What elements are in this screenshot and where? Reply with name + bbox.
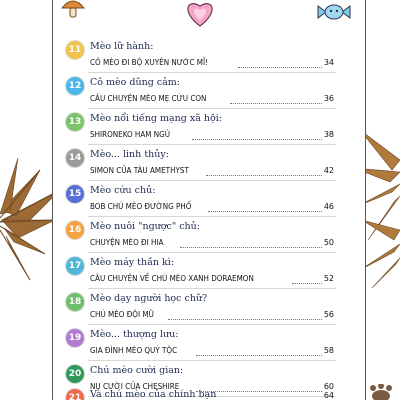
section-heading: Cô mèo dũng cảm:	[90, 77, 180, 88]
dot-leader	[168, 319, 322, 320]
chapter-number-badge: 11	[66, 41, 84, 59]
chapter-number-badge: 17	[66, 257, 84, 275]
toc-entry[interactable]	[0, 112, 400, 148]
page-number: 50	[323, 238, 334, 247]
section-heading: Mèo máy thần kì:	[90, 257, 175, 268]
toc-entry[interactable]	[0, 388, 400, 400]
page-number: 56	[323, 310, 334, 319]
section-heading: Mèo... thượng lưu:	[90, 329, 179, 340]
section-heading: Chú mèo cười gian:	[90, 365, 184, 376]
chapter-number-badge: 21	[66, 389, 84, 400]
section-heading: Mèo nuôi "ngược" chủ:	[90, 221, 200, 232]
separator-line	[88, 144, 336, 145]
page-number: 60	[323, 382, 334, 391]
separator-line	[88, 180, 336, 181]
chapter-title: CHUYỆN MÈO ĐI HIA	[90, 238, 164, 247]
separator-line	[88, 72, 336, 73]
separator-line	[88, 288, 336, 289]
section-heading: Mèo... linh thủy:	[90, 149, 169, 160]
dot-leader	[238, 67, 322, 68]
chapter-number-badge: 20	[66, 365, 84, 383]
section-heading: Và chú mèo của chính bạn	[90, 389, 217, 400]
cat-paw-decoration	[366, 384, 396, 400]
dot-leader	[206, 175, 322, 176]
mushroom-icon	[60, 0, 86, 18]
chapter-title: CÔ MÈO ĐI BỘ XUYÊN NƯỚC MĨ!	[90, 58, 209, 67]
dot-leader	[230, 103, 322, 104]
page-number: 38	[323, 130, 334, 139]
page-number: 64	[323, 391, 334, 400]
chapter-number-badge: 16	[66, 221, 84, 239]
chapter-title: CÂU CHUYỆN VỀ CHÚ MÈO XANH DORAEMON	[90, 274, 254, 283]
candy-icon	[316, 2, 352, 22]
dot-leader	[180, 247, 322, 248]
toc-entry[interactable]	[0, 292, 400, 328]
separator-line	[88, 108, 336, 109]
separator-line	[88, 324, 336, 325]
page-number: 52	[323, 274, 334, 283]
dot-leader	[192, 139, 322, 140]
section-heading: Mèo lữ hành:	[90, 41, 154, 52]
section-heading: Mèo nổi tiếng mạng xã hội:	[90, 113, 223, 124]
heart-icon	[185, 0, 215, 28]
chapter-number-badge: 18	[66, 293, 84, 311]
separator-line	[88, 360, 336, 361]
dot-leader	[196, 355, 322, 356]
chapter-number-badge: 12	[66, 77, 84, 95]
chapter-title: SHIRONEKO HAM NGỦ	[90, 130, 170, 139]
chapter-title: CHÚ MÈO ĐỘI MŨ	[90, 310, 154, 319]
toc-entry[interactable]	[0, 184, 400, 220]
page-number: 42	[323, 166, 334, 175]
section-heading: Mèo dạy người học chữ?	[90, 293, 208, 304]
page-number: 34	[323, 58, 334, 67]
chapter-number-badge: 19	[66, 329, 84, 347]
chapter-number-badge: 14	[66, 149, 84, 167]
separator-line	[88, 216, 336, 217]
toc-entry[interactable]	[0, 40, 400, 76]
page-number: 58	[323, 346, 334, 355]
chapter-number-badge: 13	[66, 113, 84, 131]
section-heading: Mèo cứu chủ:	[90, 185, 156, 196]
toc-entry[interactable]	[0, 148, 400, 184]
toc-entry[interactable]	[0, 220, 400, 256]
separator-line	[88, 252, 336, 253]
dot-leader	[208, 211, 322, 212]
chapter-number-badge: 15	[66, 185, 84, 203]
chapter-title: NỤ CƯỜI CỦA CHESHIRE	[90, 382, 180, 391]
dot-leader	[292, 283, 322, 284]
toc-entry[interactable]	[0, 256, 400, 292]
chapter-title: CÂU CHUYỆN MÈO MẸ CỨU CON	[90, 94, 207, 103]
chapter-title: SIMON CỦA TÀU AMETHYST	[90, 166, 189, 175]
page-number: 36	[323, 94, 334, 103]
page-number: 46	[323, 202, 334, 211]
chapter-title: GIA ĐÌNH MÈO QUÝ TỘC	[90, 346, 178, 355]
toc-entry[interactable]	[0, 76, 400, 112]
chapter-title: BOB CHÚ MÈO ĐƯỜNG PHỐ	[90, 202, 192, 211]
toc-entry[interactable]	[0, 328, 400, 364]
